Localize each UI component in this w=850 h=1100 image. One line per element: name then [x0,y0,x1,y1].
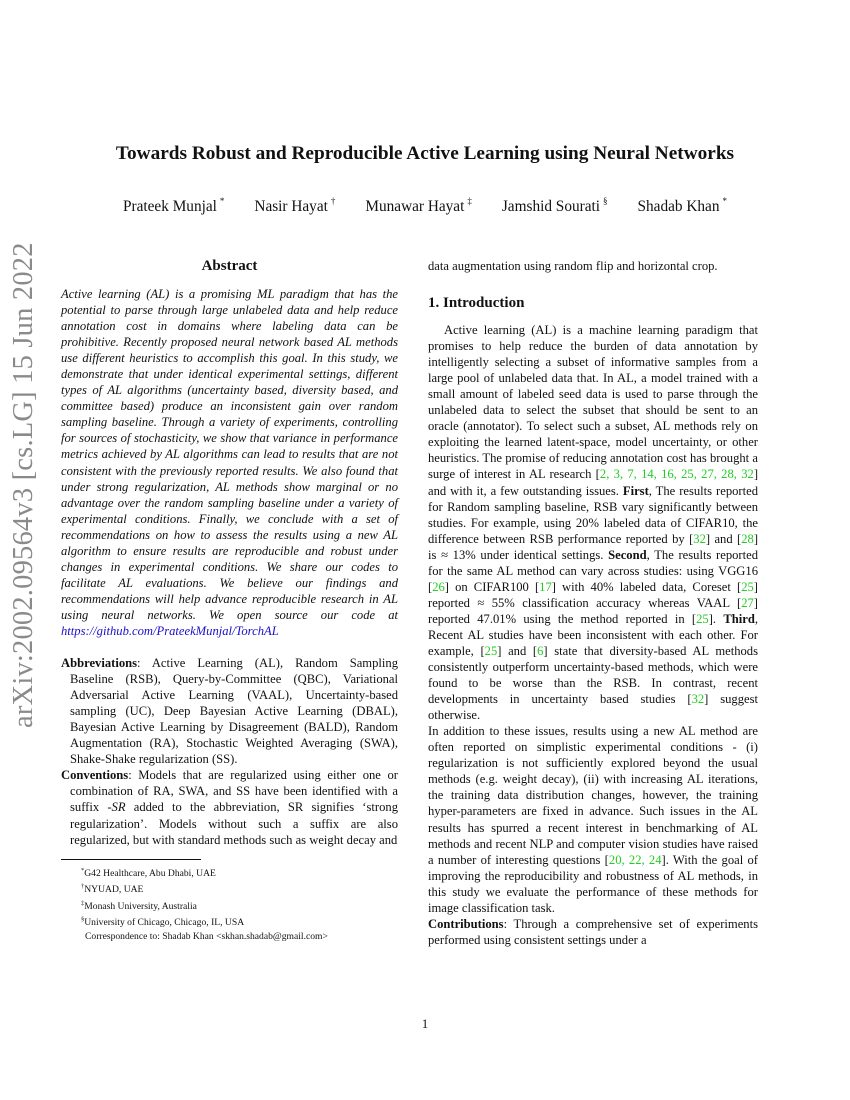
author: Jamshid Sourati § [501,196,608,215]
abstract-heading: Abstract [201,258,258,274]
citation-link[interactable]: 17 [539,579,552,594]
definitions [61,655,398,848]
abstract-body: Active learning (AL) is a promising ML paradigm that has the potential to parse through large unlabeled data and help reduce annotation cost in domains where labeling data can be prohibitive. Recently proposed neural network based AL methods use different heuristics to accomplish this goal. In this study, we demonstrate that under identical experimental settings, different types of AL algorithms (uncertainty based, diversity based, and committee based) produce an inconsistent gain over random sampling baseline. Through a variety of experiments, controlling for sources of stochasticity, we show that variance in performance metrics achieved by AL algorithms can lead to results that are not consistent with the previously reported results. We also found that under strong regularization, AL methods show marginal or no advantage over the random sampling baseline under a variety of experimental conditions. Finally, we conclude with a set of recommendations on how to assess the results using a new AL algorithm to ensure results are reproducible and robust under changes in experimental conditions. We share our codes to facilitate AL evaluations. We believe our findings and recommendations will help advance reproducible research in AL using neural networks. We open source our code at https://github.com/PrateekMunjal/TorchAL [61,287,398,638]
citation-link[interactable]: 28 [741,531,754,546]
citation-link[interactable]: 26 [432,579,445,594]
citation-link[interactable]: 6 [537,643,544,658]
paper-title: Towards Robust and Reproducible Active Learning using Neural Networks [115,143,735,164]
citation-link[interactable]: 25 [696,611,709,626]
code-repo-link[interactable]: https://github.com/PrateekMunjal/TorchAL [61,623,279,638]
citation-link[interactable]: 32 [693,531,706,546]
citation-link[interactable]: 25 [484,643,498,658]
contributions-paragraph: Contributions: Through a comprehensive set of experiments performed using consistent settings under a [428,916,758,947]
footnote: ‡Monash University, Australia [81,899,197,912]
citation-link[interactable]: 2, 3, 7, 14, 16, 25, 27, 28, 32 [599,467,754,482]
footnote-divider [61,859,201,860]
intro-paragraph-2: In addition to these issues, results using a new AL method are often reported on simplistic experimental conditions - (i) regularization is not sufficiently explored beyond the usual methods (e.g. weight decay), (ii) with increasing AL iterations, the training data distribution changes, however, the training hyper-parameters are fixed in advance. Such issues in the AL results has spurred a recent interest in benchmarking of AL methods and recent NLP and computer vision studies have raised a number of interesting questions [20, 22, 24]. With the goal of improving the reproducibility and robustness of AL methods, in this study we evaluate the performance of these methods for image classification task. [428,724,758,915]
arxiv-identifier-stamp: arXiv:2002.09564v3 [cs.LG] 15 Jun 2022 [8,242,39,728]
author: Prateek Munjal * [123,196,225,215]
right-column [428,258,758,948]
author: Shadab Khan * [637,196,727,215]
left-column [61,256,398,943]
conventions-paragraph: Conventions: Models that are regularized using either one or combination of RA, SWA, and SS have been identified with a suffix -SR added to the abbreviation, SR signifies ‘strong regularization’. Models without such a suffix are also regularized, but with standard methods such as weight decay and [61,768,398,847]
citation-link[interactable]: 27 [741,595,754,610]
citation-link[interactable]: 32 [691,692,705,707]
citation-link[interactable]: 25 [741,579,754,594]
abbreviations-paragraph: Abbreviations: Active Learning (AL), Random Sampling Baseline (RSB), Query-by-Committee (QBC), Variational Adversarial Active Learning (VAAL), Uncertainty-based sampling (UC), Deep Bayesian Active Learning (DBAL), Bayesian Active Learning by Disagreement (BALD), Random Augmentation (RA), Stochastic Weighted Averaging (SWA), Shake-Shake regularization (SS). [61,656,398,767]
author: Nasir Hayat † [254,196,336,215]
footnote: §University of Chicago, Chicago, IL, USA [81,916,245,929]
continued-text: data augmentation using random flip and horizontal crop. [428,259,718,273]
citation-link[interactable]: 20, 22, 24 [608,852,662,867]
footnotes [61,864,398,943]
page-number: 1 [421,1017,429,1031]
footnote: †NYUAD, UAE [81,883,144,896]
intro-paragraph-1: Active learning (AL) is a machine learning paradigm that promises to help reduce the burden of data annotation by intelligently selecting a subset of informative samples from a large pool of unlabeled data that. In AL, a model trained with a small amount of labeled seed data is used to parse through the unlabeled data to select the subset that should be sent to an oracle (annotator). To select such a subset, AL methods rely on exploiting the learned latent-space, model uncertainty, or other heuristics. The promise of reducing annotation cost has brought a surge of interest in AL research [2, 3, 7, 14, 16, 25, 27, 28, 32] and with it, a few outstanding issues. First, The results reported for Random sampling baseline, RSB vary significantly between studies. For example, using 20% labeled data of CIFAR10, the difference between RSB performance reported by [32] and [28] is ≈ 13% under identical settings. Second, The results reported for the same AL method can vary across studies: using VGG16 [26] on CIFAR100 [17] with 40% labeled data, Coreset [25] reported ≈ 55% classification accuracy whereas VAAL [27] reported 47.01% using the method reported in [25]. Third, Recent AL studies have been inconsistent with each other. For example, [25] and [6] state that diversity-based AL methods consistently outperform uncertainty-based methods, which were found to be worse than the RSB. In contrast, recent developments in uncertainty based studies [32] suggest otherwise. [428,323,759,723]
footnote: *G42 Healthcare, Abu Dhabi, UAE [81,866,216,879]
section-heading-introduction: 1. Introduction [428,295,525,312]
author-list [0,198,850,216]
author: Munawar Hayat ‡ [365,196,472,215]
footnote-correspondence: Correspondence to: Shadab Khan <skhan.shadab@gmail.com> [85,930,328,942]
